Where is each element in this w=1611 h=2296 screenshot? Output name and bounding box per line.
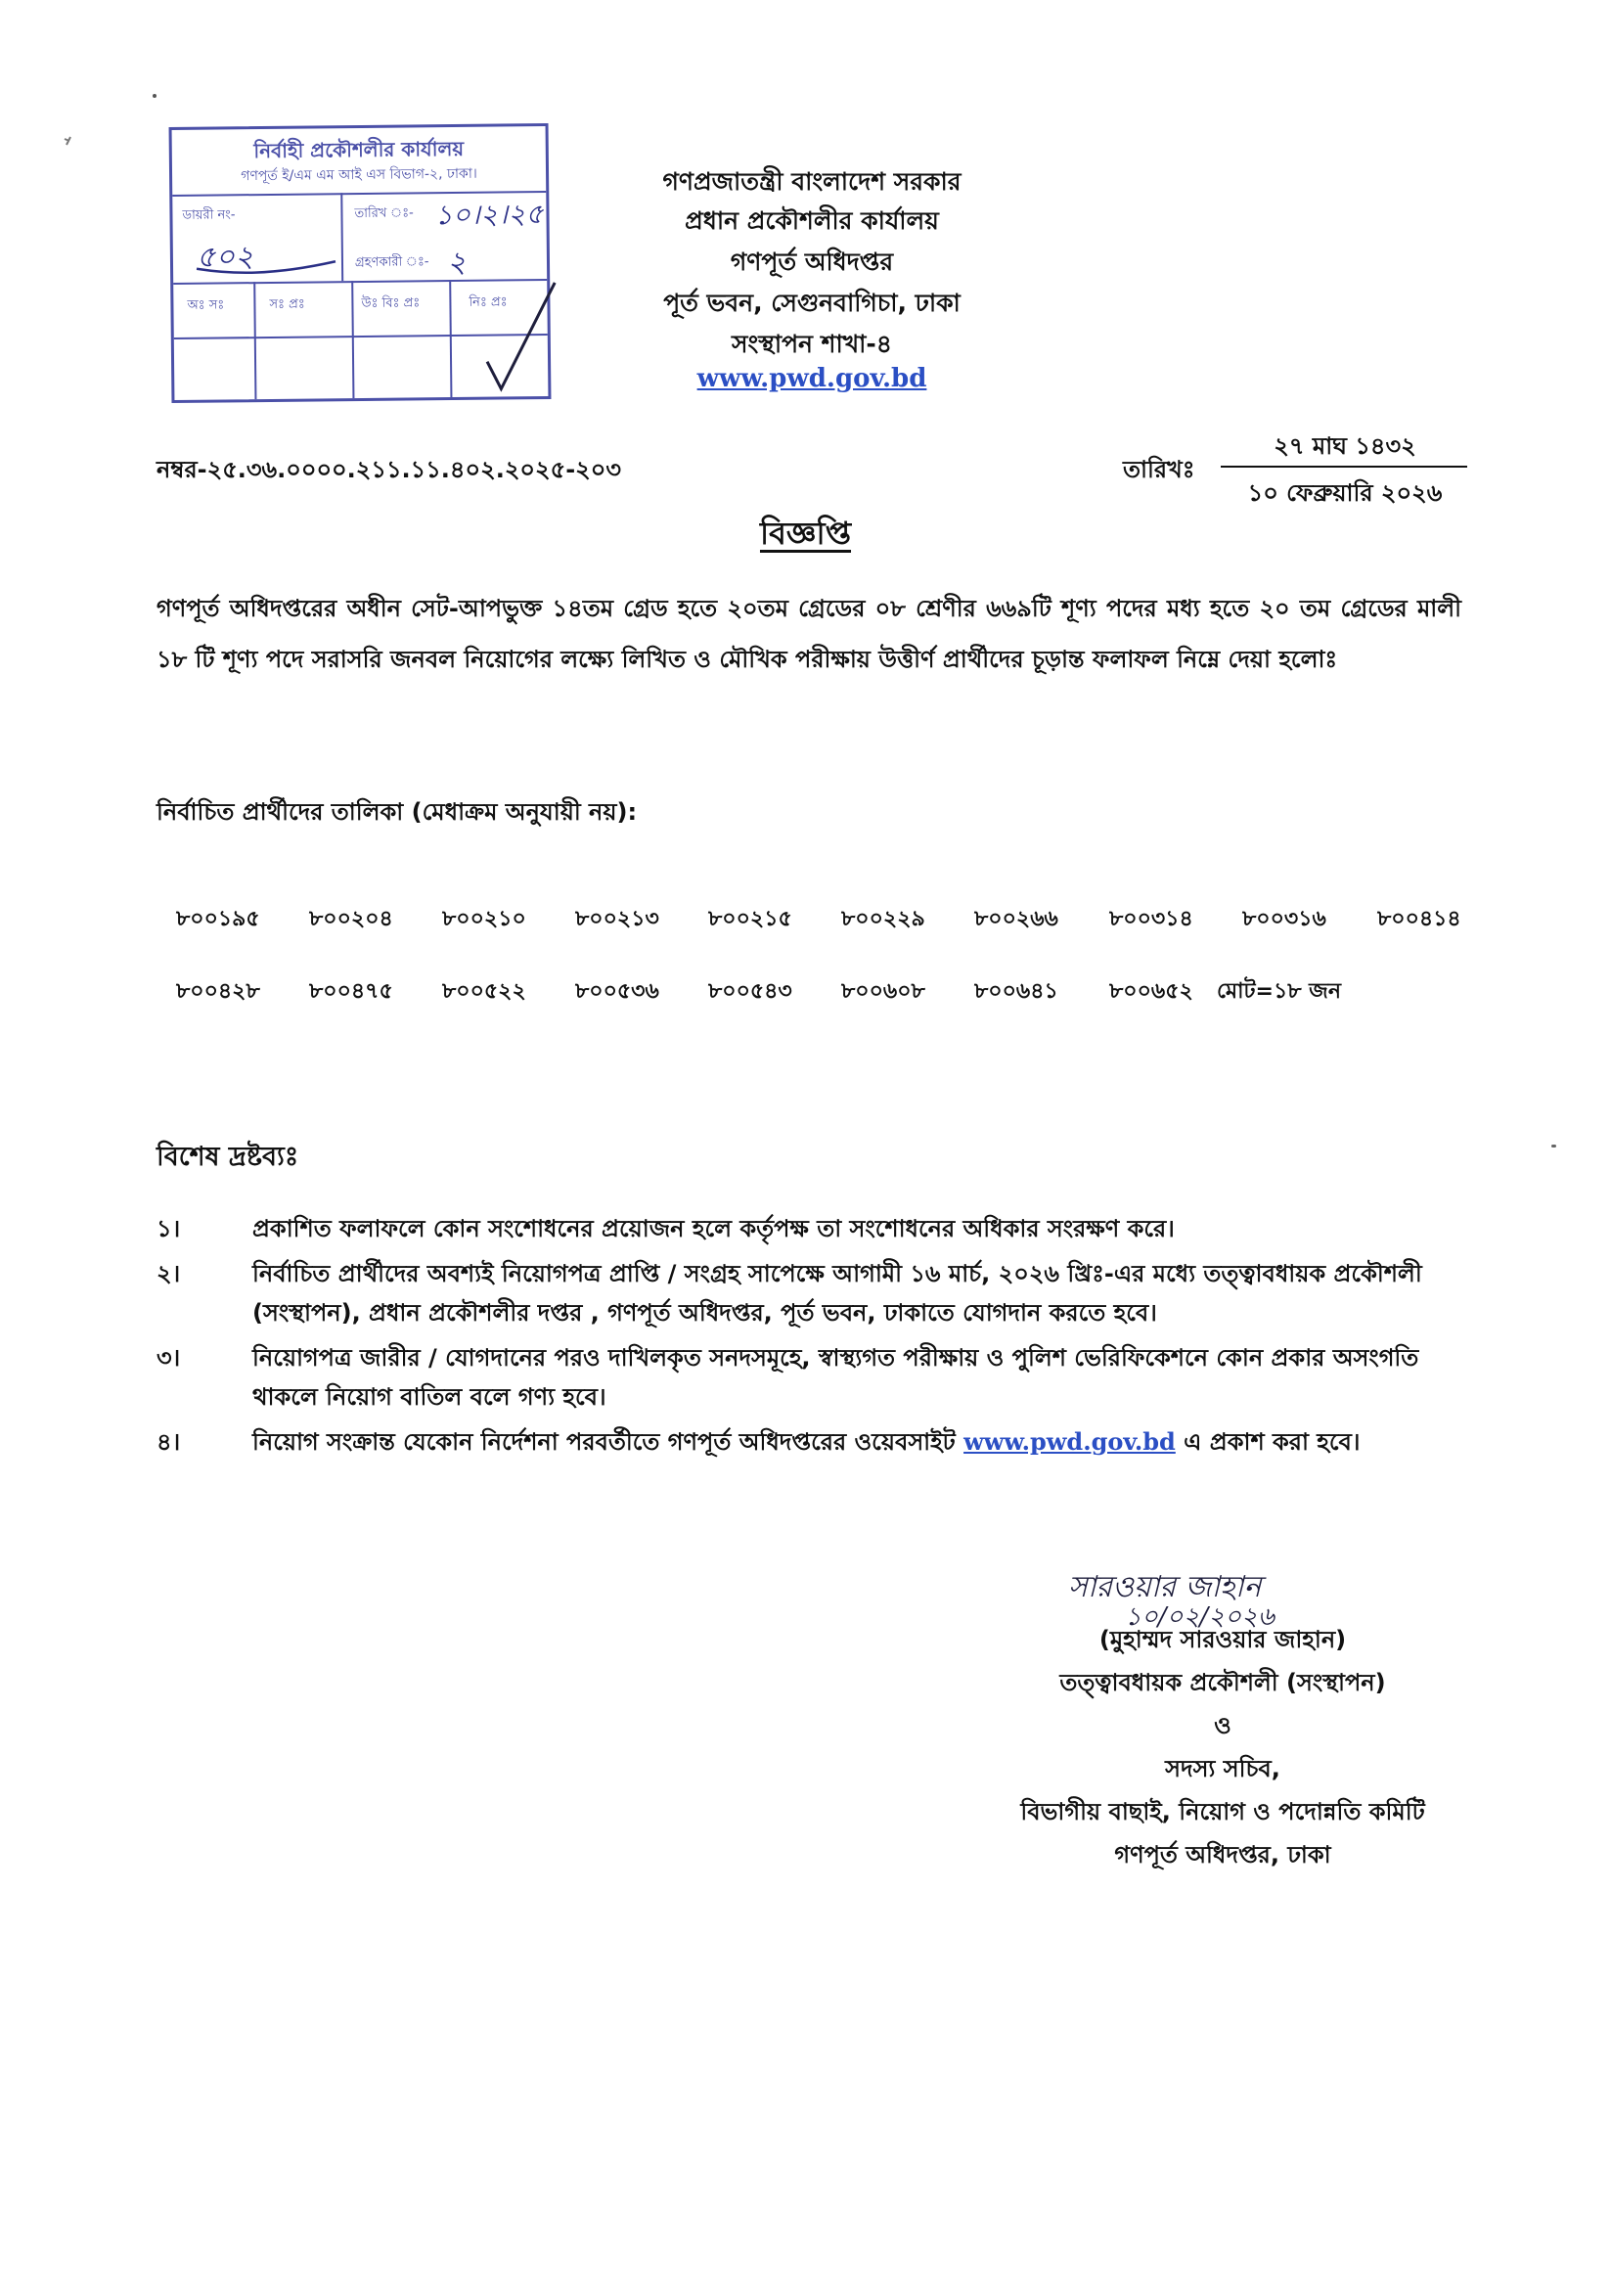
roll-number: ৮০০৪১৪ xyxy=(1377,907,1461,931)
signatory-committee: বিভাগীয় বাছাই, নিয়োগ ও পদোন্নতি কমিটি xyxy=(1020,1798,1425,1825)
stamp-header xyxy=(172,126,547,197)
date-label: তারিখঃ xyxy=(1123,456,1195,483)
header-branch: সংস্থাপন শাখা-৪ xyxy=(732,330,892,358)
roll-number: ৮০০২২৯ xyxy=(841,907,925,931)
handwritten-signature: সারওয়ার জাহান xyxy=(1068,1570,1262,1604)
roll-number: ৮০০৪২৮ xyxy=(176,979,260,1004)
signatory-role: সদস্য সচিব, xyxy=(1165,1755,1280,1782)
note-text xyxy=(252,1422,1467,1462)
roll-number: ৮০০৪৭৫ xyxy=(309,979,393,1004)
note-text: নিয়োগপত্র জারীর / যোগদানের পরও দাখিলকৃত সনদসমূহে, স্বাস্থ্যগত পরীক্ষায় ও পুলিশ ভেরিফিকেশনে কোন প্রকার অসংগতি থাকলে নিয়োগ বাতিল বলে গণ্য হবে। xyxy=(252,1344,1419,1411)
note-text xyxy=(252,1254,1467,1332)
date-bangla: ২৭ মাঘ ১৪৩২ xyxy=(1274,432,1416,460)
date-divider xyxy=(1221,466,1467,468)
stamp-date-label: তারিখ ঃ- xyxy=(354,205,414,222)
signatory-conjunction: ও xyxy=(1214,1712,1231,1739)
roll-number: ৮০০৬০৮ xyxy=(841,979,925,1004)
stamp-receiver-label: গ্রহণকারী ঃ- xyxy=(354,254,429,271)
handwritten-signature-date: ১০/০২/২০২৬ xyxy=(1125,1602,1275,1632)
note-text-part: নির্বাচিত প্রার্থীদের অবশ্যই নিয়োগপত্র প্রাপ্তি / সংগ্রহ সাপেক্ষে আগামী xyxy=(252,1260,911,1287)
stamp-diary-label: ডায়রী নং- xyxy=(182,207,236,223)
roll-number: ৮০০৬৫২ xyxy=(1109,979,1193,1004)
stamp-cell-1: অঃ সঃ xyxy=(187,297,225,313)
margin-marks xyxy=(61,115,100,155)
body-part-1: গণপূর্ত অধিদপ্তরের অধীন সেট-আপভুক্ত ১৪তম গ্রেড হতে ২০তম গ্রেডের ০৮ শ্রেণীর ৬৬৯টি শূণ্য পদের মধ্য হতে ২০ তম গ্রেডের xyxy=(157,595,1417,622)
header-website-link[interactable]: www.pwd.gov.bd xyxy=(696,364,927,393)
note-text-part: -এর মধ্যে তত্ত্বাবধায়ক প্রকৌশলী (সংস্থাপন), প্রধান প্রকৌশলীর দপ্তর , গণপূর্ত অধিদপ্তর, পূর্ত ভবন, ঢাকাতে যোগদান করতে হবে। xyxy=(252,1260,1422,1327)
stamp-receiver-value: ২ xyxy=(446,245,467,281)
signatory-designation: তত্ত্বাবধায়ক প্রকৌশলী (সংস্থাপন) xyxy=(1059,1669,1386,1696)
roll-number: ৮০০২১৫ xyxy=(708,907,792,931)
stamp-date-value: ১০।২।২৫ xyxy=(434,198,544,232)
roll-number: ৮০০৩১৬ xyxy=(1242,907,1326,931)
selected-list-caption: নির্বাচিত প্রার্থীদের তালিকা (মেধাক্রম অনুযায়ী নয়): xyxy=(157,798,638,826)
roll-number: ৮০০২১৩ xyxy=(575,907,659,931)
stamp-diary-underline xyxy=(193,253,339,281)
note-number: ৩। xyxy=(157,1344,181,1372)
note-text-part: নিয়োগ সংক্রান্ত যেকোন নির্দেশনা পরবর্তীতে গণপূর্ত অধিদপ্তরের ওয়েবসাইট xyxy=(252,1428,964,1456)
joining-deadline: ১৬ মার্চ, ২০২৬ খ্রিঃ xyxy=(910,1260,1104,1287)
stamp-tick-mark xyxy=(457,273,565,401)
stamp-divider xyxy=(351,281,354,398)
roll-number: ৮০০১৯৫ xyxy=(176,907,260,931)
margin-dot xyxy=(153,94,157,98)
notice-body xyxy=(157,583,1461,685)
roll-number: ৮০০৫৪৩ xyxy=(708,979,792,1004)
notice-title-text: বিজ্ঞপ্তি xyxy=(759,515,852,552)
notice-title xyxy=(0,509,1611,562)
header-office: প্রধান প্রকৌশলীর কার্যালয় xyxy=(685,206,939,235)
stamp-diary-value: ৫০২ xyxy=(196,240,254,275)
note-text: প্রকাশিত ফলাফলে কোন সংশোধনের প্রয়োজন হলে কর্তৃপক্ষ তা সংশোধনের অধিকার সংরক্ষণ করে। xyxy=(252,1215,1175,1242)
note-text-part: এ প্রকাশ করা হবে। xyxy=(1175,1428,1361,1456)
stamp-cell-3: উঃ বিঃ প্রঃ xyxy=(361,295,421,311)
stamp-title: নির্বাহী প্রকৌশলীর কার্যালয় xyxy=(253,136,465,163)
header-address: পূর্ত ভবন, সেগুনবাগিচা, ঢাকা xyxy=(663,289,961,317)
stamp-divider xyxy=(253,282,256,399)
receipt-stamp xyxy=(169,123,552,403)
memo-number: নম্বর-২৫.৩৬.০০০০.২১১.১১.৪০২.২০২৫-২০৩ xyxy=(157,456,621,483)
date-english: ১০ ফেব্রুয়ারি ২০২৬ xyxy=(1247,479,1443,507)
roll-number: ৮০০৩১৪ xyxy=(1109,907,1193,931)
note-number: ১। xyxy=(157,1215,181,1242)
signatory-office: গণপূর্ত অধিদপ্তর, ঢাকা xyxy=(1114,1841,1331,1868)
stamp-divider xyxy=(340,193,343,281)
margin-dot xyxy=(1551,1145,1556,1148)
website-link[interactable]: www.pwd.gov.bd xyxy=(963,1427,1176,1456)
stamp-divider xyxy=(449,280,452,397)
roll-number: ৮০০৫৩৬ xyxy=(575,979,659,1004)
roll-number: ৮০০২০৪ xyxy=(309,907,393,931)
body-post-name: মালী xyxy=(1416,595,1461,622)
body-part-2: ১৮ টি শূণ্য পদে সরাসরি জনবল নিয়োগের লক্ষ্যে লিখিত ও মৌখিক পরীক্ষায় উত্তীর্ণ প্রার্থীদের চূড়ান্ত ফলাফল নিম্নে দেয়া হলোঃ xyxy=(157,646,1338,673)
stamp-cell-2: সঃ প্রঃ xyxy=(269,296,305,312)
total-count: মোট=১৮ জন xyxy=(1217,979,1341,1004)
note-number: ৪। xyxy=(157,1428,181,1456)
stamp-subtitle: গণপূর্ত ই/এম এম আই এস বিভাগ-২, ঢাকা। xyxy=(241,165,477,185)
roll-number: ৮০০২১০ xyxy=(442,907,526,931)
roll-number: ৮০০২৬৬ xyxy=(974,907,1058,931)
note-number: ২। xyxy=(157,1260,181,1287)
stamp-cell-4: নিঃ প্রঃ xyxy=(469,294,508,310)
roll-number: ৮০০৫২২ xyxy=(442,979,526,1004)
header-government: গণপ্রজাতন্ত্রী বাংলাদেশ সরকার xyxy=(662,167,962,196)
roll-number: ৮০০৬৪১ xyxy=(974,979,1058,1004)
header-department: গণপূর্ত অধিদপ্তর xyxy=(730,248,894,276)
notes-title: বিশেষ দ্রষ্টব্যঃ xyxy=(157,1142,299,1172)
signatory-name: (মুহাম্মদ সারওয়ার জাহান) xyxy=(1098,1626,1347,1653)
